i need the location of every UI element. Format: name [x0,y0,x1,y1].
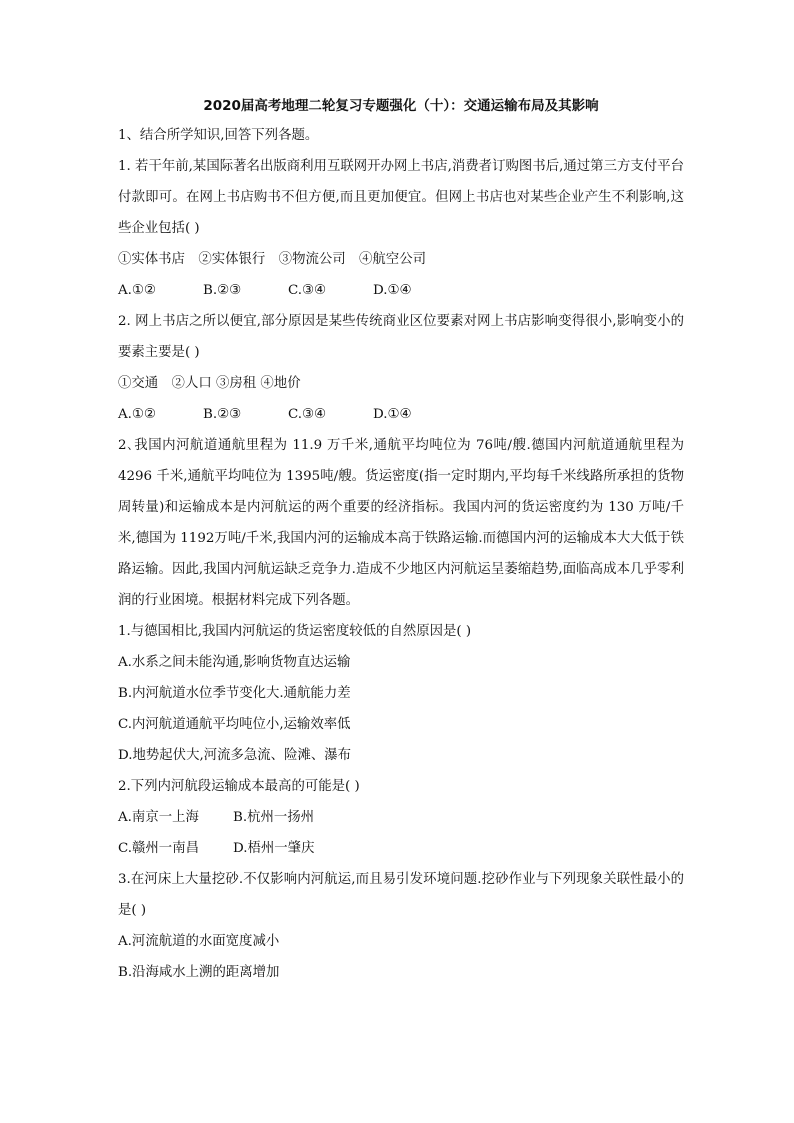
option-c: C.③④ [288,407,327,422]
option-a: A.南京一上海 [118,810,199,825]
q2-sub1-option-c: C.内河航道通航平均吨位小,运输效率低 [118,717,351,732]
document-page [118,96,684,988]
document-title: 2020届高考地理二轮复习专题强化（十）：交通运输布局及其影响 [203,98,599,114]
option-d: D.①④ [373,283,412,298]
option-d: D.梧州一肇庆 [233,841,315,856]
q1-sub1-options [118,275,684,306]
q1-intro: 1、结合所学知识,回答下列各题。 [118,128,319,143]
q2-sub3-option-a: A.河流航道的水面宽度减小 [118,934,280,949]
option-b: B.杭州一扬州 [233,810,315,825]
q2-sub1-option-b: B.内河航道水位季节变化大.通航能力差 [118,686,351,701]
q2-sub2-options-row1 [118,802,684,833]
q2-sub1-stem: 1.与德国相比,我国内河航运的货运密度较低的自然原因是( ) [118,624,472,639]
option-c: C.赣州一南昌 [118,841,199,856]
q2-sub2-stem: 2.下列内河航段运输成本最高的可能是( ) [118,779,360,794]
q1-sub2-options [118,399,684,430]
option-b: B.②③ [203,407,242,422]
q1-sub1-items: ①实体书店 ②实体银行 ③物流公司 ④航空公司 [118,252,426,267]
q1-sub2-stem: 2. 网上书店之所以便宜,部分原因是某些传统商业区位要素对网上书店影响变得很小,影响变小的要素主要是( ) [118,314,684,360]
q2-sub1-option-a: A.水系之间未能沟通,影响货物直达运输 [118,655,351,670]
q2-sub2-options-row2 [118,833,684,864]
q1-sub1-stem: 1. 若干年前,某国际著名出版商利用互联网开办网上书店,消费者订购图书后,通过第三方支付平台付款即可。在网上书店购书不但方便,而且更加便宜。但网上书店也对某些企业产生不利影响,这些企业包括( ) [118,159,684,236]
option-b: B.②③ [203,283,242,298]
q1-sub2-items: ①交通 ②人口 ③房租 ④地价 [118,376,301,391]
q2-sub1-option-d: D.地势起伏大,河流多急流、险滩、瀑布 [118,748,352,763]
q2-sub3-option-b: B.沿海咸水上溯的距离增加 [118,965,280,980]
option-d: D.①④ [373,407,412,422]
option-c: C.③④ [288,283,327,298]
option-a: A.①② [118,283,156,298]
option-a: A.①② [118,407,156,422]
q2-sub3-stem: 3.在河床上大量挖砂.不仅影响内河航运,而且易引发环境问题.挖砂作业与下列现象关联性最小的是( ) [118,872,684,918]
q2-material: 2､我国内河航道通航里程为 11.9 万千米,通航平均吨位为 76吨/艘.德国内河航道通航里程为4296 千米,通航平均吨位为 1395吨/艘。货运密度(指一定时期内,平均每千米线路所承担的货物周转量)和运输成本是内河航运的两个重要的经济指标。我国内河的货运密度约为 130 万吨/千米,德国为 1192万吨/千米,我国内河的运输成本高于铁路运输.而德国内河的运输成本大大低于铁路运输。因此,我国内河航运缺乏竞争力.造成不少地区内河航运呈萎缩趋势,面临高成本几乎零利润的行业困境。根据材料完成下列各题。 [118,438,684,608]
